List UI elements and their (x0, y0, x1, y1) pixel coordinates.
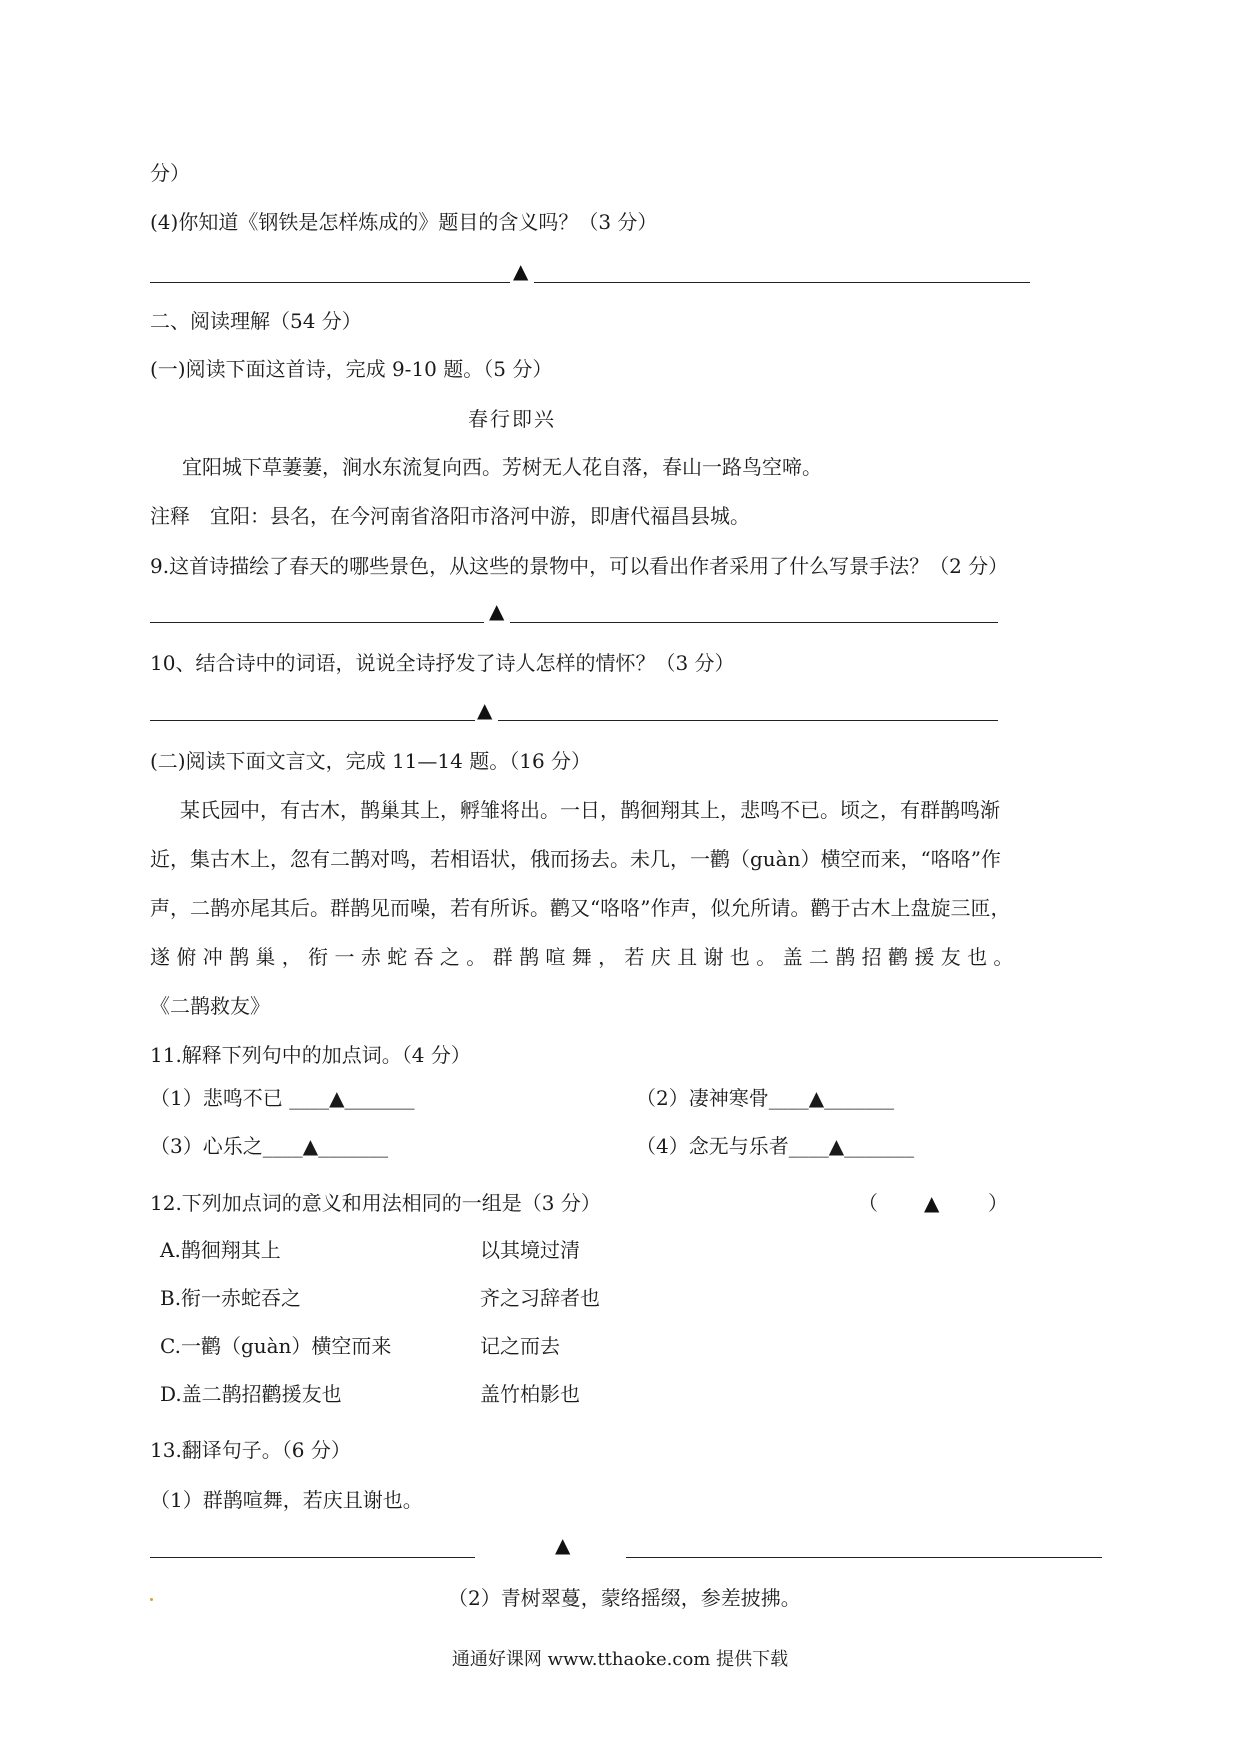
blank: ____ (289, 1086, 330, 1110)
blank: _______ (844, 1134, 915, 1158)
q11-item-label: （1）悲鸣不已 (150, 1086, 283, 1110)
q11-title: 11.解释下列句中的加点词。（4 分） (150, 1043, 471, 1067)
q12-option-a: A.鹊徊翔其上 (160, 1238, 281, 1262)
passage-source: 《二鹊救友》 (150, 994, 270, 1018)
answer-marker-icon: ▲ (555, 1533, 571, 1557)
scan-speck (150, 1598, 153, 1601)
section-heading: 二、阅读理解（54 分） (150, 309, 362, 333)
q12-option-b: B.衔一赤蛇吞之 (160, 1286, 302, 1310)
q11-item-1 (150, 1085, 414, 1111)
answer-marker-icon: ▲ (513, 259, 529, 283)
answer-line (150, 282, 510, 283)
answer-marker-icon: ▲ (828, 1134, 845, 1158)
blank: _______ (344, 1086, 415, 1110)
poem-title: 春行即兴 (468, 407, 556, 431)
q12-option-a-compare: 以其境过清 (480, 1238, 580, 1262)
part1-intro: (一)阅读下面这首诗，完成 9-10 题。（5 分） (150, 357, 553, 381)
q11-item-label: （4）念无与乐者 (636, 1134, 789, 1158)
part2-intro: (二)阅读下面文言文，完成 11—14 题。（16 分） (150, 749, 592, 773)
answer-marker-icon: ▲ (329, 1086, 345, 1110)
answer-line (150, 720, 475, 721)
blank: ____ (788, 1134, 829, 1158)
passage-line: 遂 俯 冲 鹊 巢 ， 衔 一 赤 蛇 吞 之 。 群 鹊 喧 舞 ， 若 庆 且 谢 也 。 盖 二 鹊 招 鹳 援 友 也 。 (150, 945, 1014, 969)
q13-sentence-1: （1）群鹊喧舞，若庆且谢也。 (150, 1488, 423, 1512)
passage-line: 声，二鹊亦尾其后。群鹊见而噪，若有所诉。鹳又“咯咯”作声，似允所请。鹳于古木上盘旋三匝， (150, 896, 1011, 920)
answer-line (150, 1557, 475, 1558)
answer-marker-icon: ▲ (489, 599, 505, 623)
q11-item-4 (636, 1133, 914, 1159)
q12-option-d: D.盖二鹊招鹳援友也 (160, 1382, 342, 1406)
q11-item-label: （3）心乐之 (150, 1134, 263, 1158)
answer-line (626, 1557, 1102, 1558)
q11-item-2 (636, 1085, 894, 1111)
answer-line (150, 622, 484, 623)
poem-note: 注释 宜阳：县名，在今河南省洛阳市洛河中游，即唐代福昌县城。 (150, 504, 750, 528)
q12-option-c: C.一鹳（guàn）横空而来 (160, 1334, 392, 1358)
q8-tail: 分） (150, 161, 190, 185)
answer-line (498, 720, 998, 721)
answer-line (510, 622, 998, 623)
blank: ____ (768, 1086, 809, 1110)
q13-sentence-2: （2）青树翠蔓，蒙络摇缀，参差披拂。 (448, 1586, 801, 1610)
blank: _______ (318, 1134, 389, 1158)
answer-marker-icon: ▲ (477, 698, 493, 722)
passage-line: 某氏园中，有古木，鹊巢其上，孵雏将出。一日，鹊徊翔其上，悲鸣不已。顷之，有群鹊鸣渐 (180, 798, 1000, 822)
q11-item-3 (150, 1133, 388, 1159)
q13-title: 13.翻译句子。（6 分） (150, 1438, 351, 1462)
page-footer: 通通好课网 www.tthaoke.com 提供下载 (451, 1649, 789, 1670)
poem-body: 宜阳城下草萋萋，涧水东流复向西。芳树无人花自落，春山一路鸟空啼。 (182, 455, 822, 479)
q11-item-label: （2）凄神寒骨 (636, 1086, 769, 1110)
q10-question: 10、结合诗中的词语，说说全诗抒发了诗人怎样的情怀？（3 分） (150, 651, 735, 675)
q12-option-c-compare: 记之而去 (480, 1334, 560, 1358)
q9-question: 9.这首诗描绘了春天的哪些景色，从这些的景物中，可以看出作者采用了什么写景手法？（2 分） (150, 554, 1009, 578)
answer-line (534, 282, 1030, 283)
answer-marker-icon: ▲ (924, 1191, 940, 1215)
answer-marker-icon: ▲ (302, 1134, 319, 1158)
q8-4-question: (4)你知道《钢铁是怎样炼成的》题目的含义吗？（3 分） (150, 210, 658, 234)
answer-bracket-close: ） (988, 1191, 1008, 1215)
blank: _______ (824, 1086, 895, 1110)
passage-line: 近，集古木上，忽有二鹊对鸣，若相语状，俄而扬去。未几，一鹳（guàn）横空而来，“咯咯”作 (150, 847, 1001, 871)
q12-title: 12.下列加点词的意义和用法相同的一组是（3 分） (150, 1191, 601, 1215)
answer-bracket-open: （ (858, 1191, 878, 1215)
blank: ____ (262, 1134, 303, 1158)
answer-marker-icon: ▲ (808, 1086, 825, 1110)
q12-option-b-compare: 齐之习辞者也 (480, 1286, 600, 1310)
q12-option-d-compare: 盖竹柏影也 (480, 1382, 580, 1406)
